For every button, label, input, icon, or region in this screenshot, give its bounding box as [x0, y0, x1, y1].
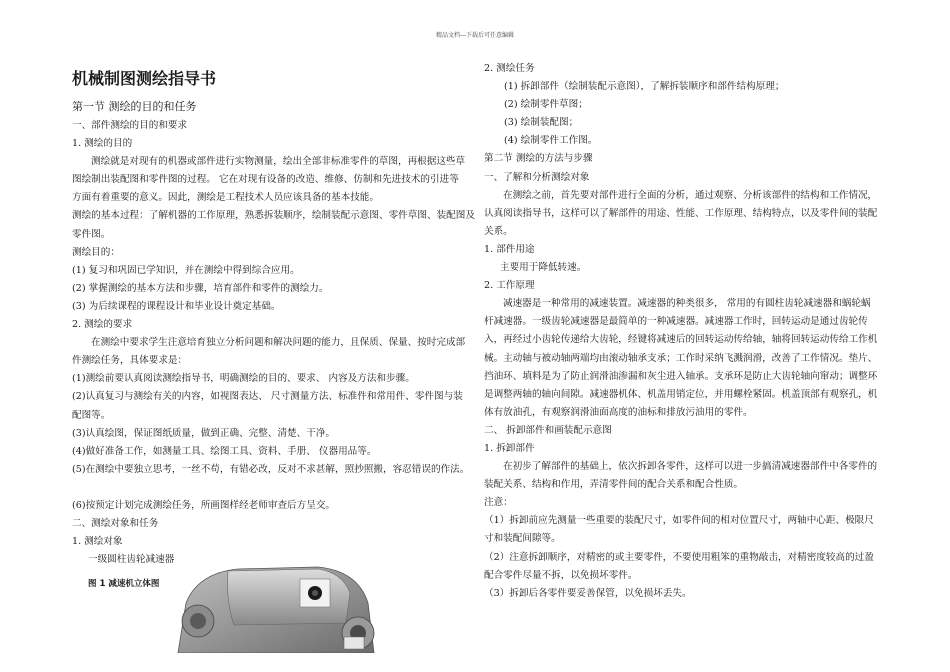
section-heading: 第一节 测绘的目的和任务	[72, 100, 197, 113]
subheading: 2. 测绘的要求	[72, 319, 133, 331]
paragraph-line: 注意：	[484, 497, 513, 509]
spacer	[72, 479, 467, 497]
list-item: (3) 绘制装配图；	[504, 117, 579, 129]
subheading: 1. 测绘的目的	[72, 138, 133, 150]
paragraph-line: 关系。	[484, 225, 513, 237]
list-item: (6)按预定计划完成测绘任务，所画图样经老师审查后方呈交。	[72, 499, 336, 511]
paragraph-line: 入，再经过小齿轮传递给大齿轮，经键将减速后的回转运动传给轴，轴将回转运动传给工作机	[484, 334, 878, 346]
list-item: (2) 掌握测绘的基本方法和步骤，培育部件和零件的测绘力。	[72, 282, 329, 294]
subheading: 1. 测绘对象	[72, 536, 123, 548]
paragraph-line: 在初步了解部件的基础上，依次拆卸各零件，这样可以进一步搞清减速器部件中各零件的	[503, 461, 878, 473]
page-header-note: 精品文档---下载后可任意编辑	[435, 32, 515, 39]
paragraph-line: 在测绘之前，首先要对部件进行全面的分析，通过观察、分析该部件的结构和工作情况，	[503, 189, 878, 201]
paragraph-line: 配合零件尽量不拆，以免损坏零件。	[484, 569, 638, 581]
list-item: (3)认真绘图，保证图纸质量，做到正确、完整、清楚、干净。	[72, 427, 336, 439]
subheading: 1. 拆卸部件	[484, 442, 535, 454]
paragraph-line: 零件图。	[72, 228, 111, 240]
section-heading: 第二节 测绘的方法与步骤	[484, 153, 593, 165]
paragraph-line: 认真阅读指导书，这样可以了解部件的用途、性能、工作原理、结构特点，以及零件间的装配	[484, 207, 878, 219]
paragraph-line: 在测绘中要求学生注意培育独立分析问题和解决问题的能力，且保质、保量、按时完成部	[91, 337, 466, 349]
left-column	[72, 60, 475, 649]
subheading: 一、部件测绘的目的和要求	[72, 120, 188, 131]
subheading: 二、测绘对象和任务	[72, 517, 159, 529]
paragraph-line: 体有放油孔，有观察润滑油面高度的油标和排放污油用的零件。	[484, 406, 753, 418]
subheading: 二、 拆卸部件和画装配示意图	[484, 424, 612, 436]
list-item: (1) 复习和巩固已学知识，并在测绘中得到综合应用。	[72, 264, 300, 276]
paragraph-line: 一级圆柱齿轮减速器	[88, 554, 175, 566]
paragraph-line: 方面有着重要的意义。因此，测绘是工程技术人员应该具备的基本技能。	[72, 192, 379, 204]
paragraph-line: 减速器是一种常用的减速装置。减速器的种类很多， 常用的有圆柱齿轮减速器和蜗轮蜗	[503, 298, 871, 310]
paragraph-line: 测绘目的：	[72, 246, 120, 258]
list-item: (5)在测绘中要独立思考，一丝不苟，有错必改，反对不求甚解，照抄照搬，容忍错误的作法。	[72, 463, 470, 475]
subheading: 2. 工作原理	[484, 280, 535, 292]
paragraph-line: 挡油环、填料是为了防止润滑油渗漏和灰尘进入轴承。支承环是防止大齿轮轴向窜动；调整环	[484, 370, 878, 382]
paragraph-line: 械。主动轴与被动轴两端均由滚动轴承支承；工作时采纳飞溅润滑，改善了工作情况。垫片、	[484, 352, 878, 364]
subheading: 一、了解和分析测绘对象	[484, 171, 590, 183]
figure-caption: 图 1 减速机立体图	[88, 579, 160, 590]
reducer-3d-image	[168, 563, 398, 653]
list-item: （1）拆卸前应先测量一些重要的装配尺寸，如零件间的相对位置尺寸，两轴中心距、极限尺	[484, 515, 874, 527]
list-item: (1)测绘前要认真阅读测绘指导书，明确测绘的目的、要求、 内容及方法和步骤。	[72, 373, 415, 385]
paragraph-line: 测绘就是对现有的机器或部件进行实物测量，绘出全部非标准零件的草图，再根据这些草	[91, 156, 466, 168]
paragraph-line: 图绘制出装配图和零件图的过程。 它在对现有设备的改造、维修、仿制和先进技术的引进等	[72, 174, 459, 186]
paragraph-line: 装配关系、结构和作用，弄清零件间的配合关系和配合性质。	[484, 479, 744, 491]
figure	[72, 569, 467, 649]
list-item: (1) 拆卸部件（绘制装配示意图），了解拆装顺序和部件结构原理；	[504, 81, 785, 93]
list-item: (3) 为后续课程的课程设计和毕业设计奠定基础。	[72, 300, 281, 312]
list-item: (2)认真复习与测绘有关的内容，如视图表达、 尺寸测量方法、标准件和常用件、零件图与装	[72, 391, 463, 403]
paragraph-line: 配图等。	[72, 409, 111, 421]
document-title: 机械制图测绘指导书	[72, 69, 217, 88]
list-item: （3）拆卸后各零件要妥善保管，以免损坏丢失。	[484, 587, 692, 599]
list-item: （2）注意拆卸顺序，对精密的或主要零件，不要使用粗笨的重物敲击，对精密度较高的过盈	[484, 551, 874, 563]
right-column	[484, 60, 880, 603]
list-item: (4) 绘制零件工作图。	[504, 135, 598, 147]
paragraph-line: 测绘的基本过程：了解机器的工作原理，熟悉拆装顺序，绘制装配示意图、零件草图、装配图及	[72, 210, 475, 222]
paragraph-line: 是调整两轴的轴向间隙。减速器机体、机盖用销定位，并用螺栓紧固。机盖顶部有观察孔，机	[484, 388, 878, 400]
subheading: 2. 测绘任务	[484, 63, 535, 74]
paragraph-line: 件测绘任务，具体要求是：	[72, 355, 188, 367]
paragraph-line: 杆减速器。一级齿轮减速器是最简单的一种减速器。减速器工作时，回转运动是通过齿轮传	[484, 316, 868, 328]
paragraph-line: 主要用于降低转速。	[500, 262, 587, 274]
list-item: (2) 绘制零件草图；	[504, 99, 588, 111]
paragraph-line: 寸和装配间隙等。	[484, 533, 561, 545]
list-item: (4)做好准备工作，如测量工具、绘图工具、资料、手册、 仪器用品等。	[72, 445, 377, 457]
subheading: 1. 部件用途	[484, 243, 535, 255]
